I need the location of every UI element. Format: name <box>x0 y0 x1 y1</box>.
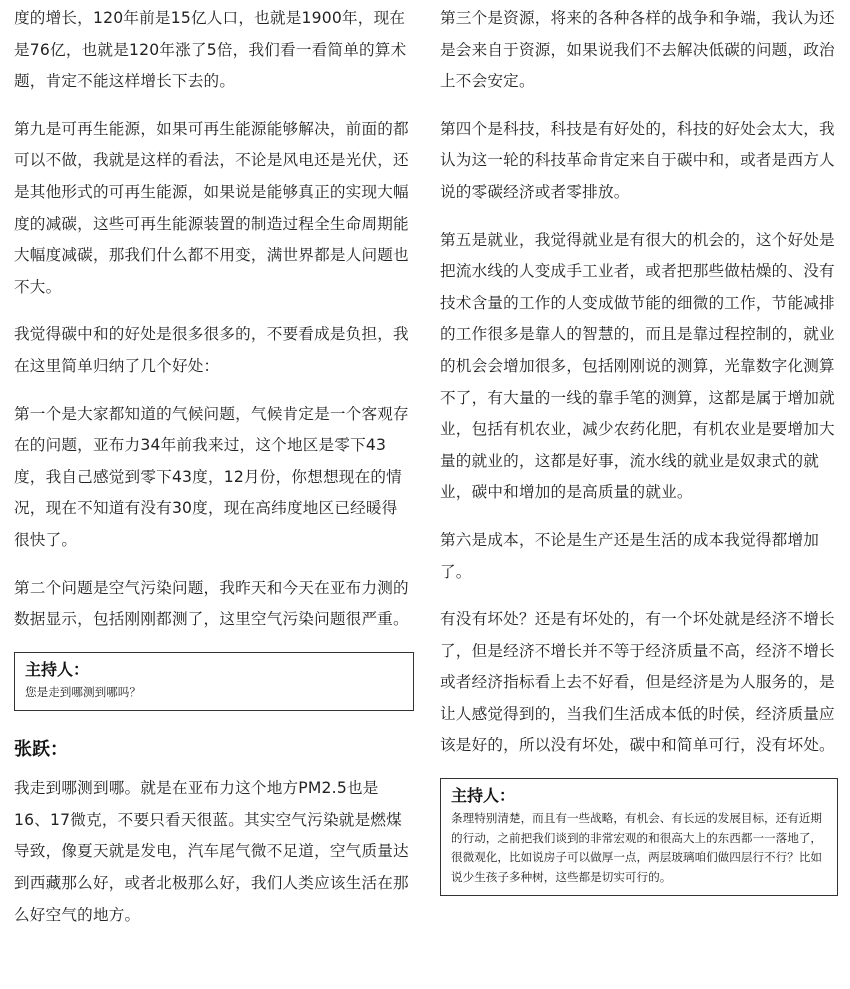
paragraph-air-pollution: 第二个问题是空气污染问题，我昨天和今天在亚布力测的数据显示，包括刚刚都测了，这里空气污染问题很严重。 <box>14 578 409 629</box>
paragraph-cost: 第六是成本，不论是生产还是生活的成本我觉得都增加了。 <box>440 530 820 581</box>
right-column <box>440 0 838 896</box>
speaker-label: 张跃： <box>14 739 68 761</box>
paragraph-benefits-intro: 我觉得碳中和的好处是很多很多的，不要看成是负担，我在这里简单归纳了几个好处： <box>14 325 409 375</box>
host-label: 主持人： <box>451 786 516 806</box>
host-question-box <box>14 652 414 712</box>
paragraph-renewable-energy: 第九是可再生能源，如果可再生能源能够解决，前面的都可以不做，我就是这样的看法，不论是风电还是光伏，还是其他形式的可再生能源，如果说是能够真正的实现大幅度的减碳，这些可再生能源装置的制造过程全生命周期能大幅度减碳，那我们什么都不用变，满世界都是人问题也不大。 <box>14 119 409 296</box>
host-comment-box <box>440 778 838 896</box>
paragraph-resources: 第三个是资源，将来的各种各样的战争和争端，我认为还是会来自于资源，如果说我们不去解决低碳的问题，政治上不会安定。 <box>440 9 835 91</box>
paragraph-technology: 第四个是科技，科技是有好处的，科技的好处会太大，我认为这一轮的科技革命肯定来自于碳中和，或者是西方人说的零碳经济或者零排放。 <box>440 119 835 201</box>
host-question-text: 您是走到哪测到哪吗？ <box>25 684 141 699</box>
host-comment-text: 条理特别清楚，而且有一些战略，有机会、有长远的发展目标，还有近期的行动，之前把我们谈到的非常宏观的和很高大上的东西都一一落地了，很微观化，比如说房子可以做厚一点，两层玻璃咱们做四层行不行？比如说少生孩子多种树，这些都是切实可行的。 <box>451 811 823 884</box>
paragraph-measurement-answer: 我走到哪测到哪。就是在亚布力这个地方PM2.5也是16、17微克，不要只看天很蓝。其实空气污染就是燃煤导致，像夏天就是发电，汽车尾气微不足道，空气质量达到西藏那么好，或者北极那么好，我们人类应该生活在那么好空气的地方。 <box>14 779 409 924</box>
host-label: 主持人： <box>25 659 90 679</box>
left-column <box>14 0 412 947</box>
paragraph-population: 度的增长，120年前是15亿人口，也就是1900年，现在是76亿，也就是120年涨了5倍，我们看一看简单的算术题，肯定不能这样增长下去的。 <box>14 9 407 91</box>
paragraph-climate: 第一个是大家都知道的气候问题，气候肯定是一个客观存在的问题，亚布力34年前我来过，这个地区是零下43度，我自己感觉到零下43度，12月份，你想想现在的情况，现在不知道有没有30度，现在高纬度地区已经暖得很快了。 <box>14 404 409 549</box>
paragraph-employment: 第五是就业，我觉得就业是有很大的机会的，这个好处是把流水线的人变成手工业者，或者把那些做枯燥的、没有技术含量的工作的人变成做节能的细微的工作，节能减排的工作很多是靠人的智慧的，而且是靠过程控制的，就业的机会会增加很多，包括刚刚说的测算，光靠数字化测算不了，有大量的一线的靠手笔的测算，这都是属于增加就业，包括有机农业，减少农药化肥，有机农业是要增加大量的就业的，这都是好事，流水线的就业是奴隶式的就业，碳中和增加的是高质量的就业。 <box>440 230 835 502</box>
paragraph-downsides: 有没有坏处？还是有坏处的，有一个坏处就是经济不增长了，但是经济不增长并不等于经济质量不高，经济不增长或者经济指标看上去不好看，但是经济是为人服务的，是让人感觉得到的，当我们生活成本低的时侯，经济质量应该是好的，所以没有坏处，碳中和简单可行，没有坏处。 <box>440 610 835 755</box>
